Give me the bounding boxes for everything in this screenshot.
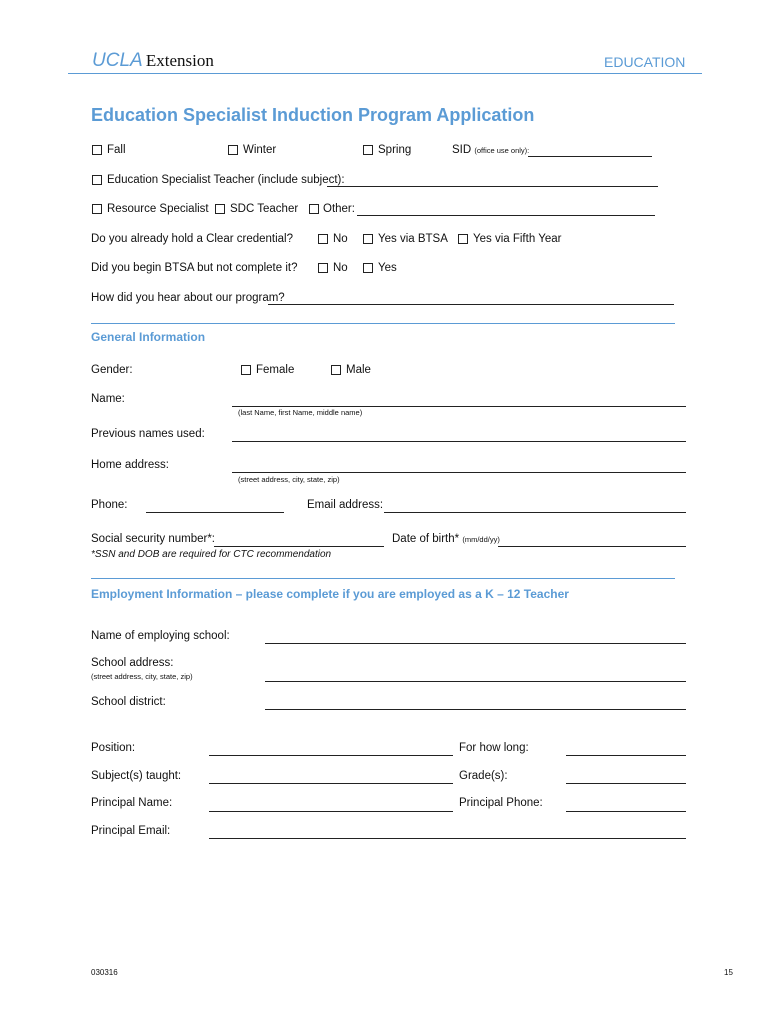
clear-btsa-label: Yes via BTSA	[378, 233, 448, 245]
teacher-subject-field[interactable]	[327, 186, 658, 187]
school-address-hint: (street address, city, state, zip)	[91, 672, 193, 681]
form-code: 030316	[91, 968, 118, 977]
school-address-label: School address:	[91, 657, 174, 669]
principal-email-label: Principal Email:	[91, 825, 171, 837]
clear-fifth-year-label: Yes via Fifth Year	[473, 233, 562, 245]
fall-label: Fall	[107, 144, 126, 156]
previous-names-label: Previous names used:	[91, 428, 205, 440]
fall-checkbox[interactable]	[92, 145, 102, 155]
clear-no-label: No	[333, 233, 348, 245]
dob-label-group	[392, 533, 500, 545]
home-address-field[interactable]	[232, 472, 686, 473]
winter-label: Winter	[243, 144, 277, 156]
btsa-yes-checkbox[interactable]	[363, 263, 373, 273]
sid-label	[452, 144, 529, 156]
clear-no-checkbox[interactable]	[318, 234, 328, 244]
page-number: 15	[724, 968, 733, 977]
grades-label: Grade(s):	[459, 770, 508, 782]
email-field[interactable]	[384, 512, 686, 513]
home-address-label: Home address:	[91, 459, 169, 471]
principal-name-label: Principal Name:	[91, 797, 173, 809]
school-district-field[interactable]	[265, 709, 686, 710]
sid-text: SID	[452, 144, 472, 156]
principal-phone-label: Principal Phone:	[459, 797, 543, 809]
department-label: EDUCATION	[604, 54, 686, 70]
male-checkbox[interactable]	[331, 365, 341, 375]
name-hint: (last Name, first Name, middle name)	[238, 408, 363, 417]
teacher-label: Education Specialist Teacher (include subject):	[107, 174, 345, 186]
employment-divider	[91, 578, 675, 579]
hear-field[interactable]	[268, 304, 674, 305]
how-long-field[interactable]	[566, 755, 686, 756]
page-title: Education Specialist Induction Program Application	[91, 105, 535, 125]
dob-label: Date of birth*	[392, 533, 460, 545]
other-label: Other:	[323, 203, 355, 215]
btsa-yes-label: Yes	[378, 262, 397, 274]
sid-note: (office use only):	[474, 146, 530, 155]
ssn-label: Social security number*:	[91, 533, 215, 545]
brand-logo	[92, 50, 214, 72]
principal-name-field[interactable]	[209, 811, 453, 812]
dob-hint: (mm/dd/yy)	[462, 535, 500, 544]
spring-checkbox[interactable]	[363, 145, 373, 155]
other-checkbox[interactable]	[309, 204, 319, 214]
how-long-label: For how long:	[459, 742, 529, 754]
other-field[interactable]	[357, 215, 655, 216]
principal-phone-field[interactable]	[566, 811, 686, 812]
phone-label: Phone:	[91, 499, 128, 511]
spring-label: Spring	[378, 144, 412, 156]
school-name-label: Name of employing school:	[91, 630, 230, 642]
school-address-field[interactable]	[265, 681, 686, 682]
sdc-teacher-label: SDC Teacher	[230, 203, 299, 215]
clear-fifth-year-checkbox[interactable]	[458, 234, 468, 244]
teacher-checkbox[interactable]	[92, 175, 102, 185]
gender-label: Gender:	[91, 364, 133, 376]
brand-extension: Extension	[145, 51, 214, 70]
principal-email-field[interactable]	[209, 838, 686, 839]
home-address-hint: (street address, city, state, zip)	[238, 475, 340, 484]
name-label: Name:	[91, 393, 125, 405]
male-label: Male	[346, 364, 371, 376]
subjects-label: Subject(s) taught:	[91, 770, 182, 782]
previous-names-field[interactable]	[232, 441, 686, 442]
position-field[interactable]	[209, 755, 453, 756]
name-field[interactable]	[232, 406, 686, 407]
phone-field[interactable]	[146, 512, 284, 513]
employment-heading: Employment Information – please complete if you are employed as a K – 12 Teacher	[91, 587, 569, 601]
general-heading: General Information	[91, 330, 206, 344]
ssn-field[interactable]	[214, 546, 384, 547]
dob-field[interactable]	[498, 546, 686, 547]
position-label: Position:	[91, 742, 136, 754]
sid-field[interactable]	[528, 156, 652, 157]
sdc-teacher-checkbox[interactable]	[215, 204, 225, 214]
female-label: Female	[256, 364, 295, 376]
btsa-no-checkbox[interactable]	[318, 263, 328, 273]
hear-label: How did you hear about our program?	[91, 292, 285, 304]
general-divider	[91, 323, 675, 324]
brand-ucla: UCLA	[92, 50, 143, 71]
school-district-label: School district:	[91, 696, 166, 708]
ssn-dob-note: *SSN and DOB are required for CTC recommendation	[91, 549, 332, 560]
btsa-question: Did you begin BTSA but not complete it?	[91, 262, 298, 274]
school-name-field[interactable]	[265, 643, 686, 644]
grades-field[interactable]	[566, 783, 686, 784]
female-checkbox[interactable]	[241, 365, 251, 375]
btsa-no-label: No	[333, 262, 348, 274]
clear-btsa-checkbox[interactable]	[363, 234, 373, 244]
clear-credential-question: Do you already hold a Clear credential?	[91, 233, 294, 245]
resource-specialist-checkbox[interactable]	[92, 204, 102, 214]
resource-specialist-label: Resource Specialist	[107, 203, 209, 215]
subjects-field[interactable]	[209, 783, 453, 784]
winter-checkbox[interactable]	[228, 145, 238, 155]
email-label: Email address:	[307, 499, 384, 511]
header-divider	[68, 73, 702, 74]
